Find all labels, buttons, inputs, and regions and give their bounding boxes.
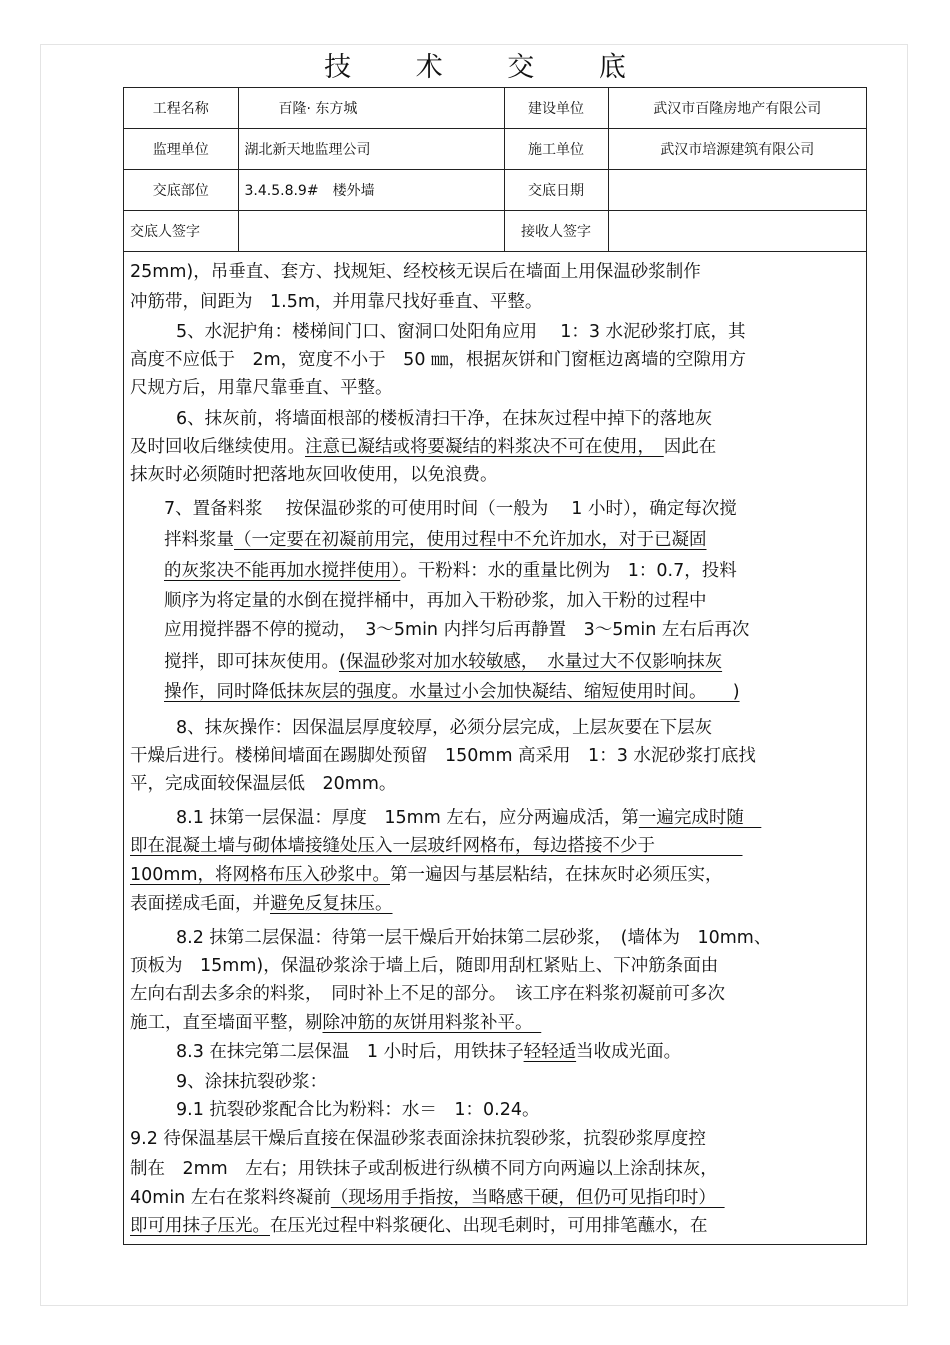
location-label: 交底部位 bbox=[124, 170, 238, 211]
body-line: 9、涂抹抗裂砂浆： bbox=[176, 1072, 328, 1092]
underlined-text: （现场用手指按，当略感干硬，但仍可见指印时） bbox=[330, 1188, 725, 1208]
line-segment: 40min 左右在浆料终凝前 bbox=[130, 1188, 331, 1208]
body-line: 8.2 抹第二层保温：待第一层干燥后开始抹第二层砂浆， (墙体为 10mm、 bbox=[176, 928, 772, 948]
line-segment: 及时回收后继续使用。 bbox=[130, 437, 305, 457]
body-line: 6、抹灰前，将墙面根部的楼板清扫干净，在抹灰过程中掉下的落地灰 bbox=[176, 409, 713, 429]
line-segment: 因此在 bbox=[663, 437, 717, 457]
body-line: 9.1 抗裂砂浆配合比为粉料：水＝ 1：0.24。 bbox=[176, 1100, 540, 1120]
body-line bbox=[130, 832, 743, 860]
body-line: 左向右刮去多余的料浆， 同时补上不足的部分。 该工序在料浆初凝前可多次 bbox=[130, 984, 725, 1004]
body-line: 尺规方后，用靠尺靠垂直、平整。 bbox=[130, 378, 393, 398]
body-line: 冲筋带，间距为 1.5m，并用靠尺找好垂直、平整。 bbox=[130, 292, 543, 312]
body-line: 9.2 待保温基层干燥后直接在保温砂浆表面涂抹抗裂砂浆，抗裂砂浆厚度控 bbox=[130, 1129, 706, 1149]
underlined-text: 轻轻适 bbox=[523, 1042, 577, 1062]
body-line: 抹灰时必须随时把落地灰回收使用，以免浪费。 bbox=[130, 465, 498, 485]
underlined-text: 100mm，将网格布压入砂浆中。 bbox=[130, 865, 390, 885]
line-segment: 拌料浆量 bbox=[164, 530, 234, 550]
header-row bbox=[124, 170, 866, 211]
body-line bbox=[164, 557, 737, 585]
line-segment: 第一遍因与基层粘结，在抹灰时必须压实， bbox=[390, 865, 723, 885]
disclosure-form bbox=[123, 87, 867, 1245]
body-line: 高度不应低于 2m，宽度不小于 50 ㎜，根据灰饼和门窗框边离墙的空隙用方 bbox=[130, 350, 747, 370]
underlined-text: 注意已凝结或将要凝结的料浆决不可在使用， bbox=[305, 437, 664, 457]
underlined-text: 的灰浆决不能再加水搅拌使用） bbox=[164, 561, 401, 581]
receiver-sign-value bbox=[608, 211, 866, 252]
body-line: 8、抹灰操作：因保温层厚度较厚，必须分层完成，上层灰要在下层灰 bbox=[176, 718, 713, 738]
body-line: 干燥后进行。楼梯间墙面在踢脚处预留 150mm 高采用 1：3 水泥砂浆打底找 bbox=[130, 746, 756, 766]
builder-value: 武汉市百隆房地产有限公司 bbox=[608, 88, 866, 129]
header-table bbox=[124, 88, 866, 252]
body-line bbox=[164, 526, 707, 554]
project-name-label: 工程名称 bbox=[124, 88, 238, 129]
body-line bbox=[130, 1009, 541, 1037]
underlined-text: 一遍完成时随 bbox=[638, 808, 762, 828]
header-row bbox=[124, 88, 866, 129]
document-title: 技 术 交 底 bbox=[324, 52, 654, 83]
line-segment: 8.3 在抹完第二层保温 1 小时后，用铁抹子 bbox=[176, 1042, 524, 1062]
builder-label: 建设单位 bbox=[504, 88, 608, 129]
line-segment: 施工，直至墙面平整，剔 bbox=[130, 1013, 323, 1033]
body-line: 顺序为将定量的水倒在搅拌桶中，再加入干粉砂浆，加入干粉的过程中 bbox=[164, 591, 707, 611]
body-line bbox=[176, 1038, 681, 1066]
body-line bbox=[130, 861, 723, 889]
line-segment: 8.1 抹第一层保温：厚度 15mm 左右，应分两遍成活，第 bbox=[176, 808, 639, 828]
underlined-text: (保温砂浆对加水较敏感， 水量过大不仅影响抹灰 bbox=[339, 652, 723, 672]
body-line bbox=[130, 1184, 725, 1212]
body-line: 制在 2mm 左右；用铁抹子或刮板进行纵横不同方向两遍以上涂刮抹灰， bbox=[130, 1159, 718, 1179]
underlined-text: 操作，同时降低抹灰层的强度。水量过小会加快凝结、缩短使用时间。 ) bbox=[164, 682, 740, 702]
giver-sign-label: 交底人签字 bbox=[124, 211, 238, 252]
body-line bbox=[130, 890, 393, 918]
project-name-value: 百隆· 东方城 bbox=[238, 88, 504, 129]
body-line bbox=[164, 678, 740, 706]
receiver-sign-label: 接收人签字 bbox=[504, 211, 608, 252]
contractor-value: 武汉市培源建筑有限公司 bbox=[608, 129, 866, 170]
body-line bbox=[164, 648, 722, 676]
date-label: 交底日期 bbox=[504, 170, 608, 211]
underlined-text: 即在混凝土墙与砌体墙接缝处压入一层玻纤网格布，每边搭接不少于 bbox=[130, 836, 743, 856]
line-segment: 搅拌，即可抹灰使用。 bbox=[164, 652, 339, 672]
line-segment: 在压光过程中料浆硬化、出现毛刺时，可用排笔蘸水，在 bbox=[270, 1216, 708, 1236]
body-line: 应用搅拌器不停的搅动， 3～5min 内拌匀后再静置 3～5min 左右后再次 bbox=[164, 620, 750, 640]
body-line: 顶板为 15mm)，保温砂浆涂于墙上后，随即用刮杠紧贴上、下冲筋条面由 bbox=[130, 956, 719, 976]
contractor-label: 施工单位 bbox=[504, 129, 608, 170]
header-row bbox=[124, 211, 866, 252]
underlined-text: 除冲筋的灰饼用料浆补平。 bbox=[322, 1013, 542, 1033]
body-line bbox=[130, 433, 716, 461]
line-segment: 当收成光面。 bbox=[576, 1042, 682, 1062]
body-line bbox=[176, 804, 761, 832]
body-line bbox=[130, 1212, 708, 1240]
underlined-text: 即可用抹子压光。 bbox=[130, 1216, 270, 1236]
underlined-text: 避免反复抹压。 bbox=[270, 894, 393, 914]
supervisor-label: 监理单位 bbox=[124, 129, 238, 170]
body-line: 5、水泥护角：楼梯间门口、窗洞口处阳角应用 1：3 水泥砂浆打底，其 bbox=[176, 322, 746, 342]
line-segment: 表面搓成毛面，并 bbox=[130, 894, 270, 914]
giver-sign-value bbox=[238, 211, 504, 252]
date-value bbox=[608, 170, 866, 211]
body-line: 7、置备料浆 按保温砂浆的可使用时间（一般为 1 小时），确定每次搅 bbox=[164, 499, 737, 519]
header-row bbox=[124, 129, 866, 170]
underlined-text: （一定要在初凝前用完，使用过程中不允许加水，对于已凝固 bbox=[234, 530, 707, 550]
line-segment: 。干粉料：水的重量比例为 1：0.7，投料 bbox=[400, 561, 737, 581]
body-line: 平，完成面较保温层低 20mm。 bbox=[130, 774, 397, 794]
supervisor-value: 湖北新天地监理公司 bbox=[238, 129, 504, 170]
location-value: 3.4.5.8.9# 楼外墙 bbox=[238, 170, 504, 211]
body-line: 25mm)，吊垂直、套方、找规矩、经校核无误后在墙面上用保温砂浆制作 bbox=[130, 262, 701, 282]
